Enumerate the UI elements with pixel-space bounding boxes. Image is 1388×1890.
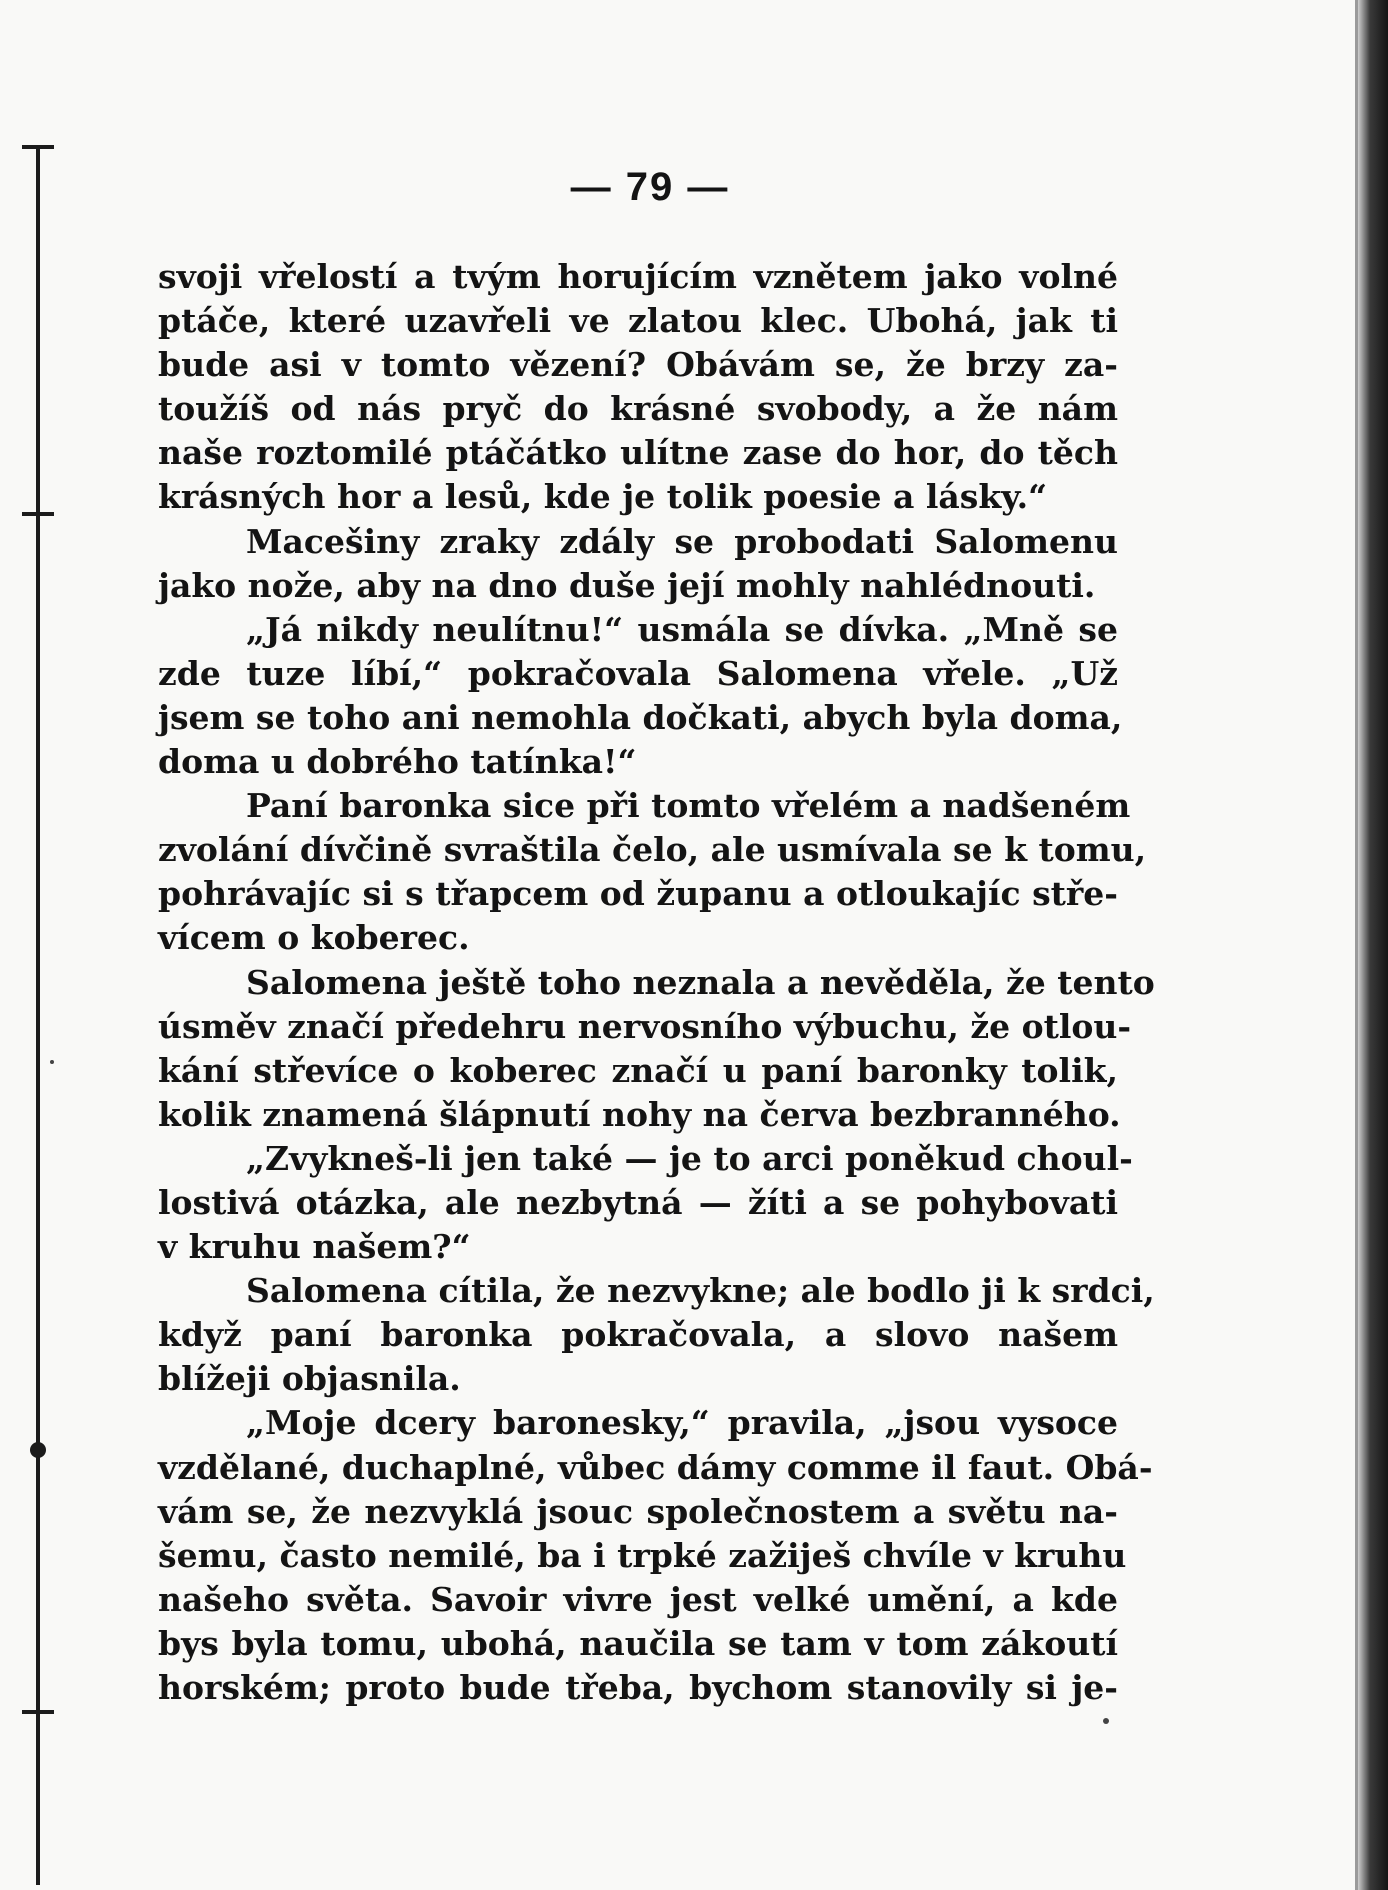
text-line: „Zvykneš-li jen také — je to arci poněkud choul- xyxy=(246,1138,1133,1178)
text-line: Salomena ještě toho neznala a nevěděla, že tento xyxy=(246,962,1155,1002)
text-line: kání střevíce o koberec značí u paní baronky tolik, xyxy=(158,1050,1118,1090)
text-line: toužíš od nás pryč do krásné svobody, a že nám xyxy=(158,389,1118,429)
text-line: Macešiny zraky zdály se probodati Salomenu xyxy=(246,521,1118,561)
text-line: doma u dobrého tatínka!“ xyxy=(158,742,637,782)
ink-speck xyxy=(1103,1718,1109,1724)
text-line: lostivá otázka, ale nezbytná — žíti a se pohybovati xyxy=(158,1182,1118,1222)
text-line: ptáče, které uzavřeli ve zlatou klec. Ubohá, jak ti xyxy=(158,301,1118,341)
text-line: jako nože, aby na dno duše její mohly nahlédnouti. xyxy=(158,565,1096,605)
text-line: naše roztomilé ptáčátko ulítne zase do hor, do těch xyxy=(158,433,1118,473)
page-number: — 79 — xyxy=(570,165,730,209)
text-line: krásných hor a lesů, kde je tolik poesie a lásky.“ xyxy=(158,477,1048,517)
text-line: svoji vřelostí a tvým horujícím vznětem jako volné xyxy=(158,257,1118,296)
text-line: jsem se toho ani nemohla dočkati, abych byla doma, xyxy=(158,697,1123,737)
body-text xyxy=(158,255,1155,1710)
text-line: Salomena cítila, že nezvykne; ale bodlo ji k srdci, xyxy=(246,1271,1155,1311)
text-line: v kruhu našem?“ xyxy=(158,1227,471,1267)
text-line: vzdělané, duchaplné, vůbec dámy comme il faut. Obá- xyxy=(158,1447,1153,1487)
text-line: blížeji objasnila. xyxy=(158,1359,461,1399)
text-line: horském; proto bude třeba, bychom stanovily si je- xyxy=(158,1668,1118,1707)
text-line: bys byla tomu, ubohá, naučila se tam v tom zákoutí xyxy=(158,1623,1118,1663)
text-line: „Já nikdy neulítnu!“ usmála se dívka. „Mně se xyxy=(246,609,1118,649)
text-line: šemu, často nemilé, ba i trpké zažiješ chvíle v kruhu xyxy=(158,1535,1127,1575)
binding-mark xyxy=(22,512,54,516)
text-line: vám se, že nezvyklá jsouc společnostem a světu na- xyxy=(158,1491,1118,1531)
text-line: pohrávajíc si s třapcem od županu a otloukajíc stře- xyxy=(158,874,1118,914)
text-line: vícem o koberec. xyxy=(158,918,470,958)
text-line: zde tuze líbí,“ pokračovala Salomena vřele. „Už xyxy=(158,653,1118,693)
binding-mark xyxy=(22,1710,54,1714)
text-line: kolik znamená šlápnutí nohy na červa bezbranného. xyxy=(158,1094,1121,1134)
binding-mark xyxy=(30,1442,46,1458)
binding-edge xyxy=(36,145,40,1885)
text-line: zvolání dívčině svraštila čelo, ale usmívala se k tomu, xyxy=(158,830,1147,870)
ink-speck xyxy=(50,1060,54,1064)
text-line: „Moje dcery baronesky,“ pravila, „jsou vysoce xyxy=(246,1403,1118,1443)
text-line: Paní baronka sice při tomto vřelém a nadšeném xyxy=(246,786,1131,826)
scan-border xyxy=(1358,0,1388,1890)
text-line: našeho světa. Savoir vivre jest velké umění, a kde xyxy=(158,1579,1118,1619)
binding-mark xyxy=(22,145,54,149)
text-line: když paní baronka pokračovala, a slovo našem xyxy=(158,1315,1118,1355)
text-line: úsměv značí předehru nervosního výbuchu, že otlou- xyxy=(158,1006,1132,1046)
text-line: bude asi v tomto vězení? Obávám se, že brzy za- xyxy=(158,345,1118,385)
